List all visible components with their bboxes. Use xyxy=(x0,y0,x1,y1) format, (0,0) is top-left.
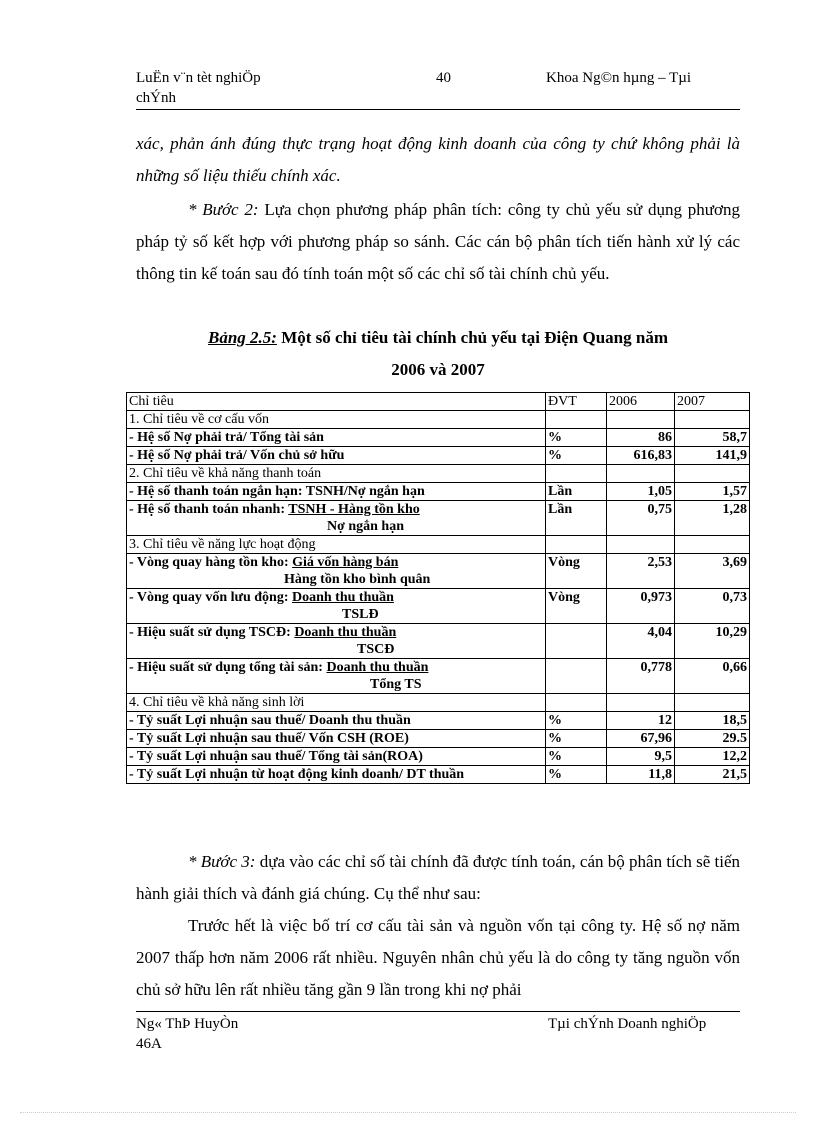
row-value-2007: 0,66 xyxy=(675,659,750,694)
header-left-line2: chÝnh xyxy=(136,90,176,106)
row-label-text: - Vòng quay hàng tồn kho: xyxy=(129,555,293,570)
row-value-2006: 9,5 xyxy=(607,748,675,766)
col-header-indicator: Chỉ tiêu xyxy=(127,393,546,411)
col-header-2006: 2006 xyxy=(607,393,675,411)
step3-label: * Bước 3: xyxy=(188,852,256,871)
section-row xyxy=(127,536,750,554)
col-header-2007: 2007 xyxy=(675,393,750,411)
row-value-2007: 21,5 xyxy=(675,766,750,784)
step2-text: Lựa chọn phương pháp phân tích: công ty chủ yếu sử dụng phương pháp tỷ số kết hợp với phương pháp so sánh. Các cán bộ phân tích tiến hành xử lý các thông tin kế toán sau đó tính toán một số các chỉ số tài chính chủ yếu. xyxy=(136,200,741,283)
row-unit: % xyxy=(546,447,607,465)
section-row xyxy=(127,694,750,712)
fraction-denominator: Tổng TS xyxy=(370,677,422,692)
row-label-text: - Hệ số thanh toán nhanh: xyxy=(129,502,289,517)
paragraph-analysis: Trước hết là việc bố trí cơ cấu tài sản và nguồn vốn tại công ty. Hệ số nợ năm 2007 thấp hơn năm 2006 rất nhiều. Nguyên nhân chủ yếu là do công ty tăng nguồn vốn chủ sở hữu lên rất nhiều tăng gần 9 lần trong khi nợ phải xyxy=(136,916,740,999)
footer-left xyxy=(136,1014,238,1054)
footer-class: 46A xyxy=(136,1036,162,1052)
fraction-numerator: TSNH - Hàng tồn kho xyxy=(288,502,420,517)
row-value-2007: 3,69 xyxy=(675,554,750,589)
row-value-2007: 58,7 xyxy=(675,429,750,447)
row-label xyxy=(127,589,546,624)
row-unit: % xyxy=(546,748,607,766)
row-label xyxy=(127,501,546,536)
table-caption xyxy=(136,322,740,354)
row-unit: Vòng xyxy=(546,589,607,624)
row-value-2007: 10,29 xyxy=(675,624,750,659)
row-value-2006: 67,96 xyxy=(607,730,675,748)
row-value-2007: 29.5 xyxy=(675,730,750,748)
table-row xyxy=(127,730,750,748)
row-unit: Lần xyxy=(546,483,607,501)
header-right: Khoa Ng©n hµng – Tµi xyxy=(546,70,692,86)
row-label-text: - Hiệu suất sử dụng TSCĐ: xyxy=(129,625,295,640)
row-value-2007: 1,57 xyxy=(675,483,750,501)
table-row xyxy=(127,501,750,536)
fraction-numerator: Doanh thu thuần xyxy=(291,590,394,605)
table-row xyxy=(127,748,750,766)
row-value-2007: 1,28 xyxy=(675,501,750,536)
section-row xyxy=(127,411,750,429)
table-row xyxy=(127,712,750,730)
section-label: 1. Chỉ tiêu về cơ cấu vốn xyxy=(127,411,546,429)
row-unit xyxy=(546,624,607,659)
row-value-2006: 0,75 xyxy=(607,501,675,536)
header-left xyxy=(136,68,326,108)
table-caption-label: Bảng 2.5: xyxy=(207,328,277,347)
row-unit: Lần xyxy=(546,501,607,536)
table-row xyxy=(127,447,750,465)
row-label: - Tỷ suất Lợi nhuận sau thuế/ Tổng tài sản(ROA) xyxy=(127,748,546,766)
row-label: - Hệ số Nợ phải trả/ Vốn chủ sở hữu xyxy=(127,447,546,465)
row-label xyxy=(127,624,546,659)
row-unit: % xyxy=(546,766,607,784)
row-unit: % xyxy=(546,712,607,730)
header-left-line1: LuËn v¨n tèt nghiÖp xyxy=(136,70,261,86)
section-row xyxy=(127,465,750,483)
step2-label: * Bước 2: xyxy=(188,200,259,219)
row-value-2006: 12 xyxy=(607,712,675,730)
fraction-numerator: Doanh thu thuần xyxy=(326,660,429,675)
table-caption-text: Một số chỉ tiêu tài chính chủ yếu tại Điện Quang năm xyxy=(276,328,668,347)
row-unit: Vòng xyxy=(546,554,607,589)
row-unit: % xyxy=(546,429,607,447)
financial-ratios-table xyxy=(126,392,750,784)
row-label: - Tỷ suất Lợi nhuận từ hoạt động kinh doanh/ DT thuần xyxy=(127,766,546,784)
paragraph-step3 xyxy=(136,846,740,910)
fraction-numerator: Doanh thu thuần xyxy=(294,625,397,640)
fraction-numerator: Giá vốn hàng bán xyxy=(292,555,399,570)
section-label: 3. Chỉ tiêu về năng lực hoạt động xyxy=(127,536,546,554)
row-value-2006: 4,04 xyxy=(607,624,675,659)
table-row xyxy=(127,624,750,659)
row-value-2006: 616,83 xyxy=(607,447,675,465)
row-label: - Hệ số Nợ phải trả/ Tổng tài sản xyxy=(127,429,546,447)
row-label: - Tỷ suất Lợi nhuận sau thuế/ Vốn CSH (ROE) xyxy=(127,730,546,748)
page-bottom-divider xyxy=(20,1112,796,1113)
table-row xyxy=(127,429,750,447)
row-label: - Hệ số thanh toán ngắn hạn: TSNH/Nợ ngắn hạn xyxy=(127,483,546,501)
section-label: 4. Chỉ tiêu về khả năng sinh lời xyxy=(127,694,546,712)
row-value-2007: 18,5 xyxy=(675,712,750,730)
table-row xyxy=(127,659,750,694)
footer-right: Tµi chÝnh Doanh nghiÖp xyxy=(548,1016,707,1032)
row-value-2007: 0,73 xyxy=(675,589,750,624)
page-number: 40 xyxy=(436,70,451,86)
table-row xyxy=(127,483,750,501)
row-label-text: - Hiệu suất sử dụng tổng tài sản: xyxy=(129,660,327,675)
row-unit xyxy=(546,659,607,694)
table-row xyxy=(127,589,750,624)
table-caption-line2: 2006 và 2007 xyxy=(391,360,485,379)
row-value-2006: 86 xyxy=(607,429,675,447)
paragraph-step2 xyxy=(136,194,740,290)
footer-rule xyxy=(136,1011,740,1012)
footer-author: Ng« ThÞ HuyÒn xyxy=(136,1016,239,1032)
row-label xyxy=(127,554,546,589)
row-label: - Tỷ suất Lợi nhuận sau thuế/ Doanh thu thuần xyxy=(127,712,546,730)
row-value-2006: 0,973 xyxy=(607,589,675,624)
table-row xyxy=(127,766,750,784)
fraction-denominator: Hàng tồn kho bình quân xyxy=(284,572,431,587)
table-header-row xyxy=(127,393,750,411)
step3-text: dựa vào các chỉ số tài chính đã được tính toán, cán bộ phân tích sẽ tiến hành giải thích và đánh giá chúng. Cụ thể như sau: xyxy=(136,852,740,903)
paragraph-intro: xác, phản ánh đúng thực trạng hoạt động kinh doanh của công ty chứ không phải là những số liệu thiếu chính xác. xyxy=(136,134,740,185)
row-value-2006: 0,778 xyxy=(607,659,675,694)
row-value-2006: 11,8 xyxy=(607,766,675,784)
row-value-2006: 2,53 xyxy=(607,554,675,589)
header-rule xyxy=(136,109,740,110)
section-label: 2. Chỉ tiêu về khả năng thanh toán xyxy=(127,465,546,483)
row-label xyxy=(127,659,546,694)
table-row xyxy=(127,554,750,589)
row-label-text: - Vòng quay vốn lưu động: xyxy=(129,590,292,605)
col-header-unit: ĐVT xyxy=(546,393,607,411)
row-value-2007: 12,2 xyxy=(675,748,750,766)
row-unit: % xyxy=(546,730,607,748)
fraction-denominator: TSLĐ xyxy=(342,607,379,622)
fraction-denominator: Nợ ngắn hạn xyxy=(327,519,405,534)
fraction-denominator: TSCĐ xyxy=(357,642,395,657)
row-value-2006: 1,05 xyxy=(607,483,675,501)
row-value-2007: 141,9 xyxy=(675,447,750,465)
